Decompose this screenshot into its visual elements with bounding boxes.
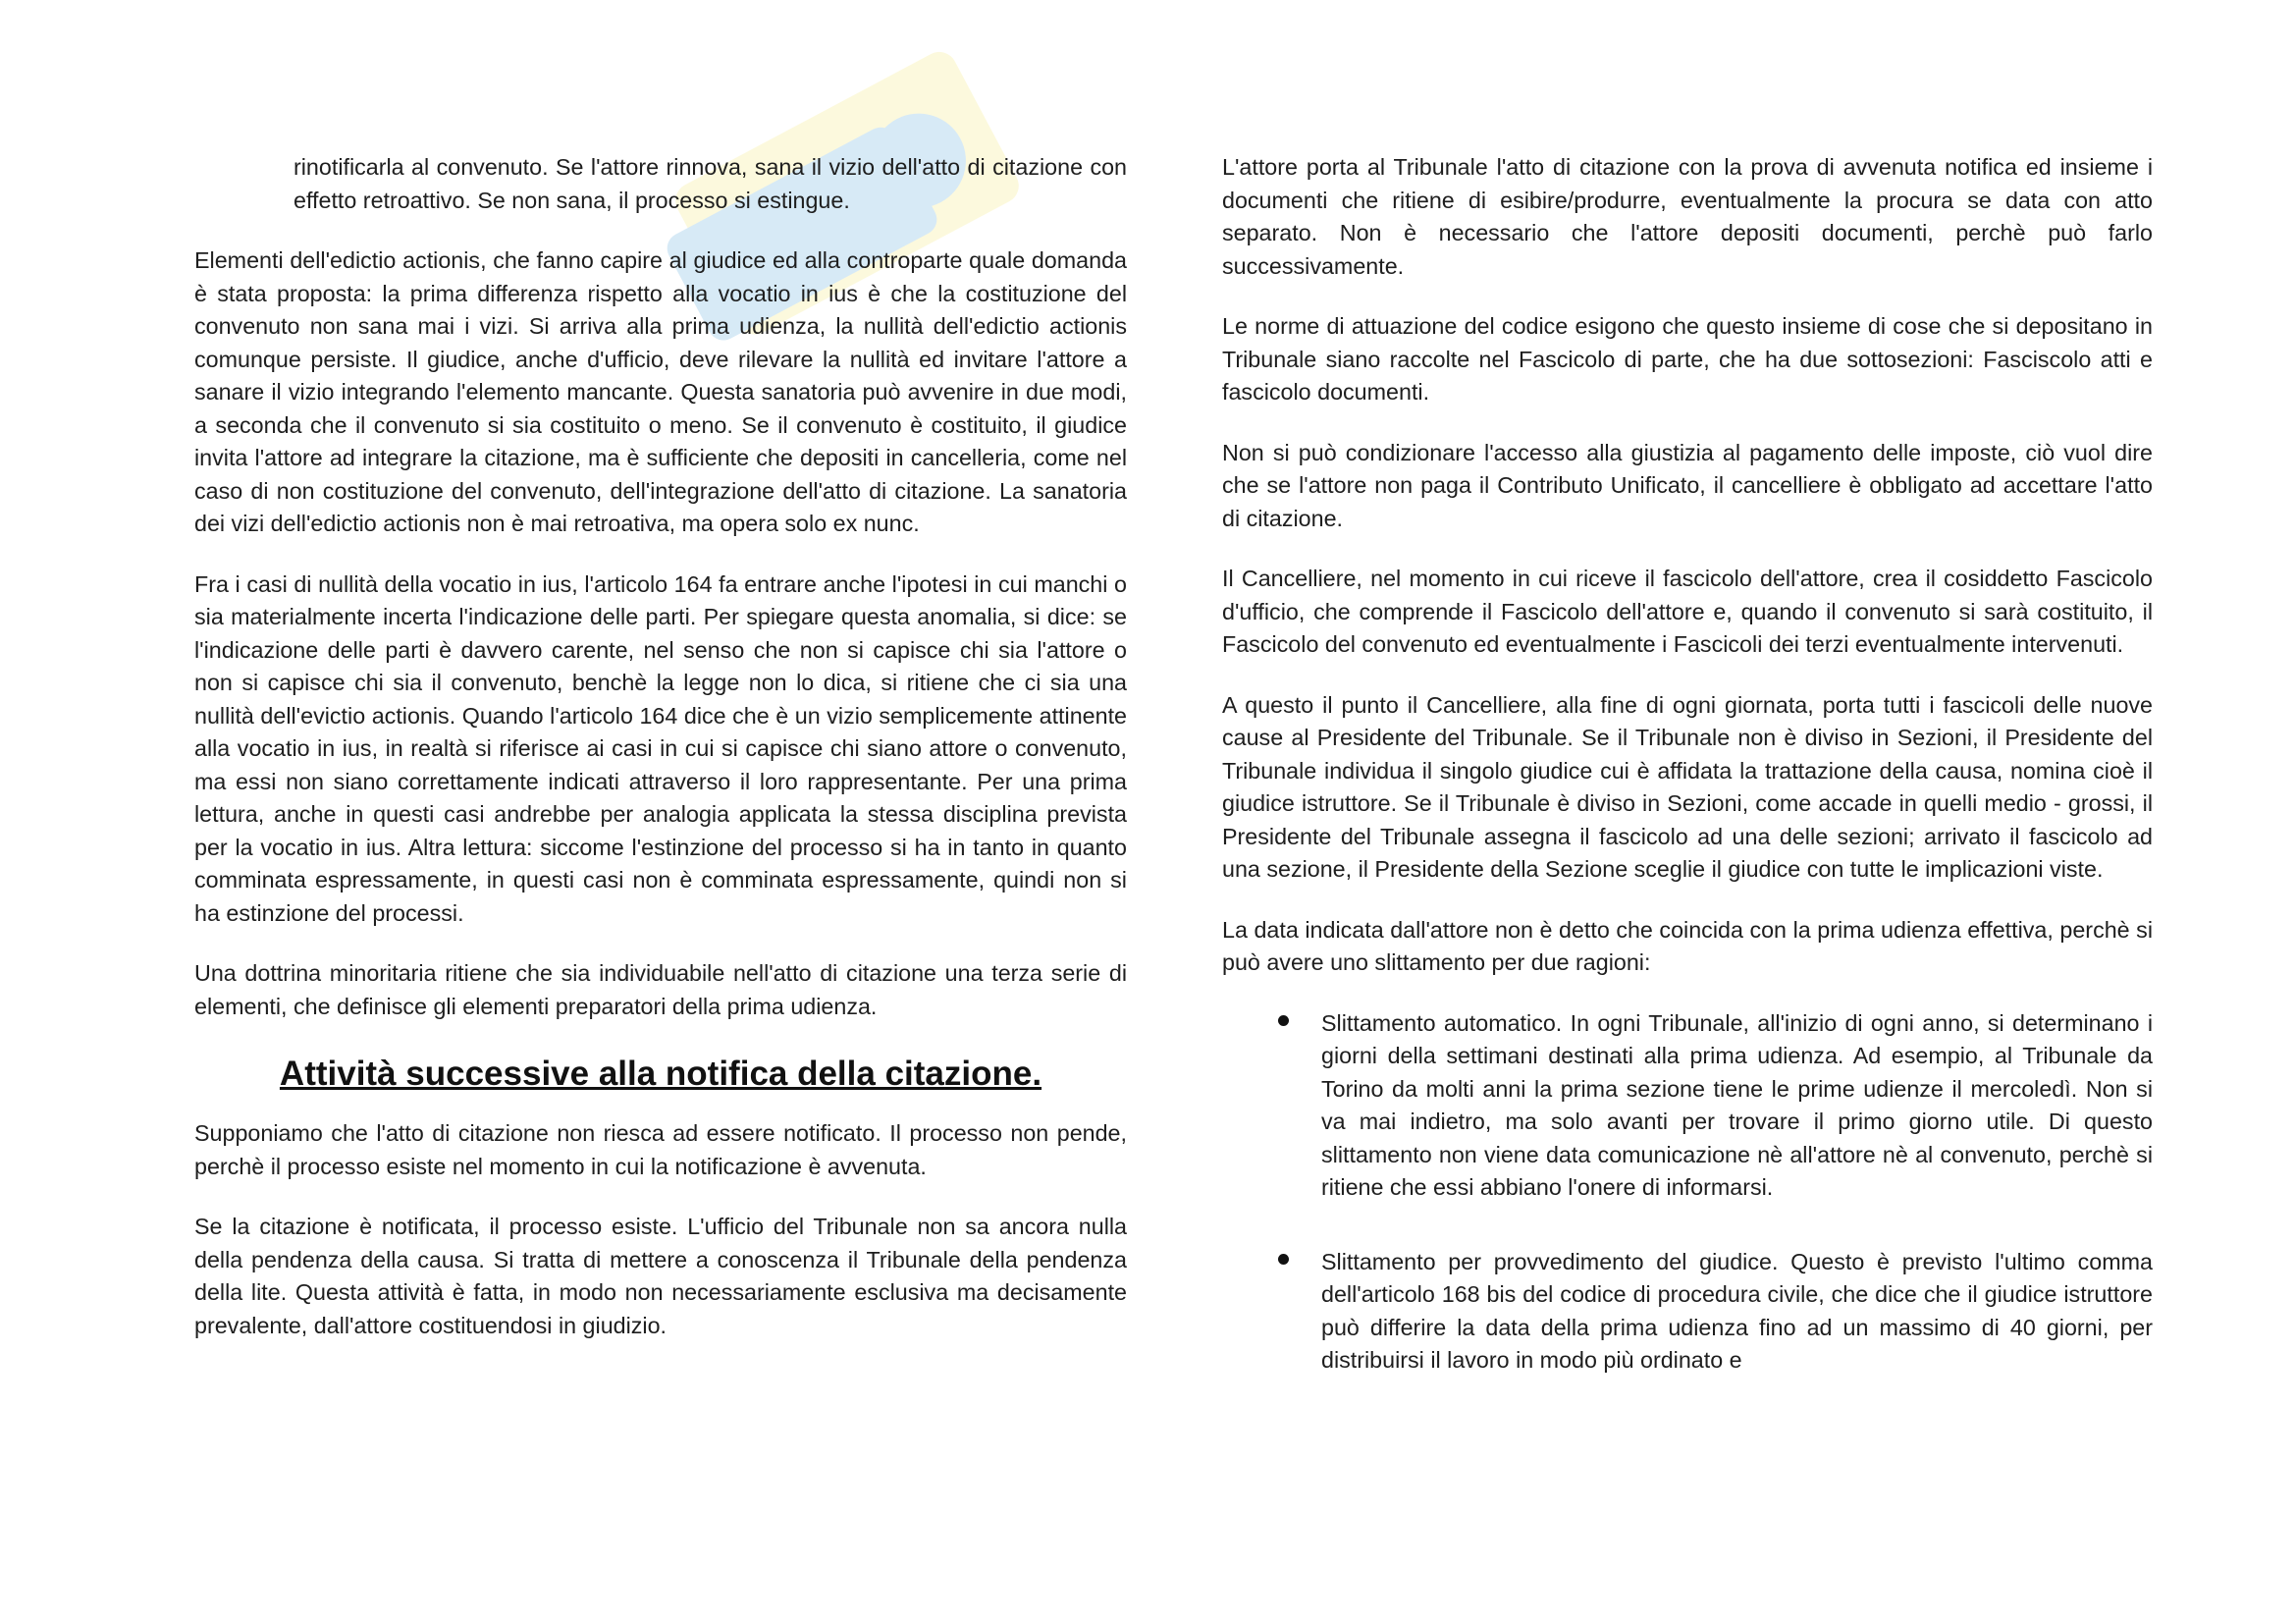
paragraph: A questo il punto il Cancelliere, alla fine di ogni giornata, porta tutti i fascicoli delle nuove cause al Presidente del Tribunale. Se il Tribunale non è diviso in Sezioni, il Presidente del Tribunale individua il singolo giudice cui è affidata la trattazione della causa, nomina cioè il giudice istruttore. Se il Tribunale è diviso in Sezioni, come accade in quelli medio - grossi, il Presidente del Tribunale assegna il fascicolo ad una delle sezioni; arrivato il fascicolo ad una sezione, il Presidente della Sezione sceglie il giudice con tutte le implicazioni viste.	[1222, 691, 2153, 882]
right-column	[1222, 151, 2153, 1419]
left-column	[194, 151, 1127, 1370]
paragraph: Se la citazione è notificata, il processo esiste. L'ufficio del Tribunale non sa ancora nulla della pendenza della causa. Si tratta di mettere a conoscenza il Tribunale della pendenza della lite. Questa attività è fatta, in modo non necessariamente esclusiva ma decisamente prevalente, dall'attore costituendosi in giudizio.	[194, 1214, 1127, 1338]
paragraph: La data indicata dall'attore non è detto che coincida con la prima udienza effettiva, perchè si può avere uno slittamento per due ragioni:	[1222, 916, 2153, 975]
paragraph: Il Cancelliere, nel momento in cui riceve il fascicolo dell'attore, crea il cosiddetto Fascicolo d'ufficio, che comprende il Fascicolo dell'attore e, quando il convenuto si sarà costituito, il Fascicolo del convenuto ed eventualmente i Fascicoli dei terzi eventualmente intervenuti.	[1222, 566, 2153, 657]
bullet-icon	[1278, 1254, 1289, 1265]
section-heading: Attività successive alla notifica della citazione.	[279, 1055, 1042, 1093]
paragraph: Fra i casi di nullità della vocatio in ius, l'articolo 164 fa entrare anche l'ipotesi in cui manchi o sia materialmente incerta l'indicazione delle parti. Per spiegare questa anomalia, si dice: se l'indicazione delle parti è davvero carente, nel senso che non si capisce chi sia l'attore o non si capisce chi sia il convenuto, benchè la legge non lo dica, si ritiene che ci sia una nullità dell'evictio actionis. Quando l'articolo 164 dice che è un vizio semplicemente attinente alla vocatio in ius, in realtà si riferisce ai casi in cui si capisce chi siano attore o convenuto, ma essi non siano correttamente indicati attraverso il loro rappresentante. Per una prima lettura, anche in questi casi andrebbe per analogia applicata la stessa disciplina prevista per la vocatio in ius. Altra lettura: siccome l'estinzione del processo si ha in tanto in quanto comminata espressamente, in questi casi non è comminata espressamente, quindi non si ha estinzione del processi.	[194, 570, 1127, 926]
paragraph: rinotificarla al convenuto. Se l'attore rinnova, sana il vizio dell'atto di citazione con effetto retroattivo. Se non sana, il processo si estingue.	[294, 154, 1127, 213]
list-item-text: Slittamento per provvedimento del giudice. Questo è previsto l'ultimo comma dell'articolo 168 bis del codice di procedura civile, che dice che il giudice istruttore può differire la data della prima udienza fino ad un massimo di 40 giorni, per distribuirsi il lavoro in modo più ordinato e	[1321, 1248, 2153, 1373]
bullet-list	[1222, 1007, 2153, 1378]
paragraph: Non si può condizionare l'accesso alla giustizia al pagamento delle imposte, ciò vuol dire che se l'attore non paga il Contributo Unificato, il cancelliere è obbligato ad accettare l'atto di citazione.	[1222, 439, 2153, 531]
list-item-text: Slittamento automatico. In ogni Tribunale, all'inizio di ogni anno, si determinano i giorni della settimani destinati alla prima udienza. Ad esempio, al Tribunale da Torino da molti anni la prima sezione tiene le prime udienze il mercoledì. Non si va mai indietro, ma solo avanti per trovare il primo giorno utile. Di questo slittamento non viene data comunicazione nè all'attore nè al convenuto, perchè si ritiene che essi abbiano l'onere di informarsi.	[1321, 1009, 2153, 1200]
paragraph: Supponiamo che l'atto di citazione non riesca ad essere notificato. Il processo non pende, perchè il processo esiste nel momento in cui la notificazione è avvenuta.	[194, 1120, 1127, 1179]
paragraph: Elementi dell'edictio actionis, che fanno capire al giudice ed alla controparte quale domanda è stata proposta: la prima differenza rispetto alla vocatio in ius è che la costituzione del convenuto non sana mai i vizi. Si arriva alla prima udienza, la nullità dell'edictio actionis comunque persiste. Il giudice, anche d'ufficio, deve rilevare la nullità ed invitare l'attore a sanare il vizio integrando l'elemento mancante. Questa sanatoria può avvenire in due modi, a seconda che il convenuto si sia costituito o meno. Se il convenuto è costituito, il giudice invita l'attore ad integrare la citazione, ma è sufficiente che depositi in cancelleria, come nel caso di non costituzione del convenuto, dell'integrazione dell'atto di citazione. La sanatoria dei vizi dell'edictio actionis non è mai retroativa, ma opera solo ex nunc.	[194, 247, 1127, 536]
paragraph: L'attore porta al Tribunale l'atto di citazione con la prova di avvenuta notifica ed insieme i documenti che ritiene di esibire/produrre, eventualmente la procura se data con atto separato. Non è necessario che l'attore depositi documenti, perchè può farlo successivamente.	[1222, 154, 2153, 279]
paragraph: Una dottrina minoritaria ritiene che sia individuabile nell'atto di citazione una terza serie di elementi, che definisce gli elementi preparatori della prima udienza.	[194, 960, 1127, 1019]
bullet-icon	[1278, 1015, 1289, 1026]
paragraph: Le norme di attuazione del codice esigono che questo insieme di cose che si depositano in Tribunale siano raccolte nel Fascicolo di parte, che ha due sottosezioni: Fasciscolo atti e fascicolo documenti.	[1222, 313, 2153, 405]
list-item	[1222, 1246, 2153, 1378]
list-item	[1222, 1007, 2153, 1205]
